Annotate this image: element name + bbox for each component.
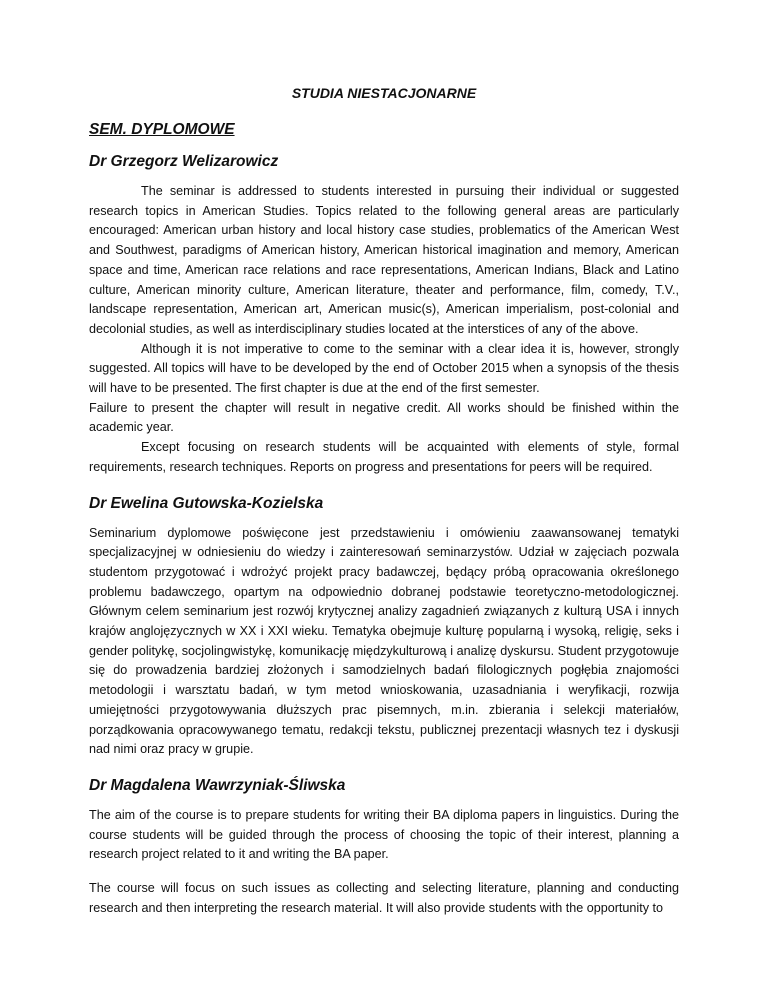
seminar-instructor-name: Dr Grzegorz Welizarowicz (89, 153, 279, 170)
seminar-description-paragraph: The seminar is addressed to students interested in pursuing their individual or suggested research topics in American Studies. Topics related to the following general areas are particularly encouraged: American urban history and local history case studies, problematics of the American West and Southwest, paradigms of American history, American historical imagination and memory, American space and time, American race relations and race representations, American Indians, Black and Latino culture, American minority culture, American literature, theater and performance, film, comedy, T.V., landscape representation, American art, American music(s), American imperialism, post-colonial and decolonial studies, as well as interdisciplinary studies located at the interstices of any of the above. (89, 184, 679, 336)
seminar-description-paragraph: The course will focus on such issues as collecting and selecting literature, planning and conducting research and then interpreting the research material. It will also provide students with the opportunity to (89, 881, 679, 915)
seminar-description-paragraph: Failure to present the chapter will result in negative credit. All works should be finished within the academic year. (89, 400, 679, 435)
seminar-description-paragraph: Except focusing on research students will be acquainted with elements of style, formal requirements, research techniques. Reports on progress and presentations for peers will be required. (89, 440, 679, 474)
document-title: STUDIA NIESTACJONARNE (291, 85, 477, 101)
seminar-instructor-name: Dr Magdalena Wawrzyniak-Śliwska (89, 776, 346, 794)
document-content (89, 84, 679, 935)
seminar-welizarowicz (89, 152, 679, 478)
section-title: SEM. DYPLOMOWE (89, 121, 235, 138)
seminar-instructor-name: Dr Ewelina Gutowska-Kozielska (89, 494, 324, 512)
seminar-wawrzyniak-sliwska (89, 776, 679, 919)
seminar-description-paragraph: Seminarium dyplomowe poświęcone jest przedstawieniu i omówieniu zaawansowanej tematyki specjalizacyjnej w odniesieniu do wiedzy i zainteresowań seminarzystów. Udział w zajęciach pozwala studentom przygotować i wdrożyć projekt pracy badawczej, będący próbą opracowania określonego problemu badawczego, opartym na odpowiednio dobranej podstawie teoretyczno-metodologicznej. Głównym celem seminarium jest rozwój krytycznej analizy zagadnień związanych z kulturą USA i innych krajów anglojęzycznych w XX i XXI wieku. Tematyka obejmuje kulturę popularną i wysoką, religię, seks i gender politykę, socjolingwistykę, komunikację międzykulturową i analizę dyskursu. Student przygotowuje się do prowadzenia bardziej złożonych i samodzielnych badań filologicznych pogłębia znajomości metodologii i warsztatu badań, w tym metod wnioskowania, uzasadniania i weryfikacji, rozwija umiejętności przygotowywania dłuższych prac pisemnych, m.in. zbierania i selekcji materiałów, porządkowania opracowywanego tematu, redakcji tekstu, publicznej prezentacji własnych tez i dyskusji nad nimi oraz pracy w grupie. (89, 525, 679, 757)
seminar-description-paragraph: Although it is not imperative to come to the seminar with a clear idea it is, however, strongly suggested. All topics will have to be developed by the end of October 2015 when a synopsis of the thesis will have to be presented. The first chapter is due at the end of the first semester. (89, 341, 679, 396)
seminar-description-paragraph: The aim of the course is to prepare students for writing their BA diploma papers in linguistics. During the course students will be guided through the process of choosing the topic of their interest, planning a research project related to it and writing the BA paper. (89, 807, 679, 862)
seminar-gutowska-kozielska (89, 494, 679, 760)
